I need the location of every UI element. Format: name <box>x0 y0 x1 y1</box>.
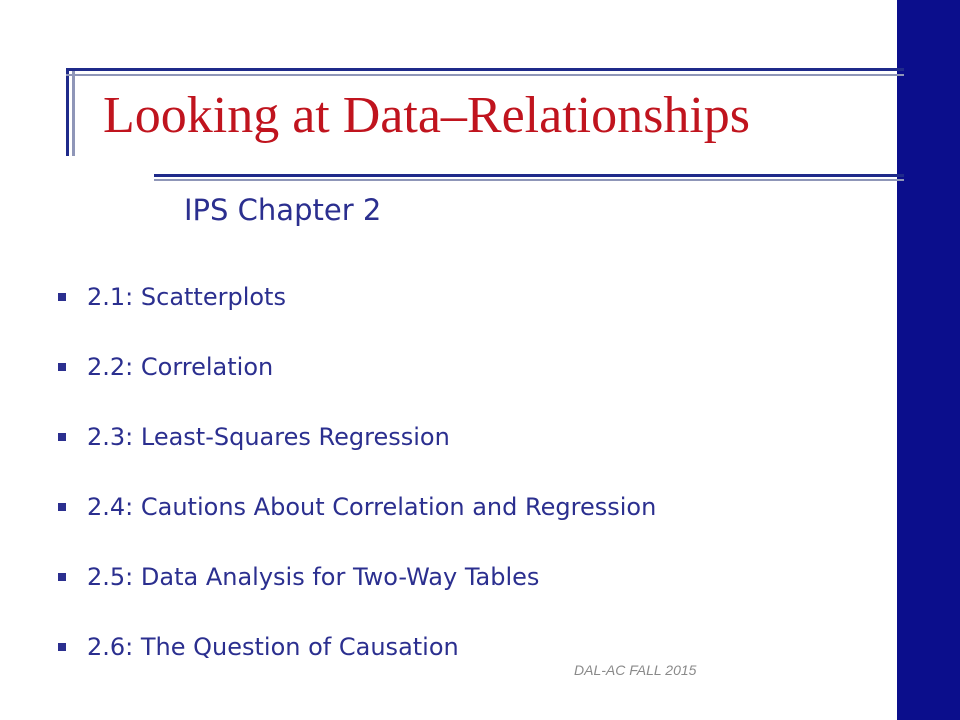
topic-label: 2.3: Least-Squares Regression <box>87 423 450 451</box>
title-frame-bottom-inner-line <box>154 179 904 181</box>
topic-item <box>58 402 656 472</box>
topic-item <box>58 542 656 612</box>
topic-item <box>58 262 656 332</box>
slide-title: Looking at Data–Relationships <box>103 87 751 144</box>
title-frame-left-line <box>66 68 69 156</box>
slide-subtitle: IPS Chapter 2 <box>184 193 382 227</box>
topic-list <box>58 262 656 682</box>
square-bullet-icon <box>58 293 66 301</box>
topic-item <box>58 332 656 402</box>
square-bullet-icon <box>58 643 66 651</box>
topic-label: 2.2: Correlation <box>87 353 274 381</box>
square-bullet-icon <box>58 433 66 441</box>
title-frame-bottom-line <box>154 174 904 177</box>
square-bullet-icon <box>58 363 66 371</box>
square-bullet-icon <box>58 573 66 581</box>
title-frame-left-inner-line <box>72 68 75 156</box>
title-frame-top-line <box>66 68 904 71</box>
topic-label: 2.4: Cautions About Correlation and Regression <box>87 493 657 521</box>
topic-item <box>58 472 656 542</box>
topic-label: 2.5: Data Analysis for Two-Way Tables <box>87 563 540 591</box>
square-bullet-icon <box>58 503 66 511</box>
topic-label: 2.6: The Question of Causation <box>87 633 459 661</box>
title-frame-top-inner-line <box>66 74 904 76</box>
slide-footer: DAL-AC FALL 2015 <box>574 662 697 678</box>
side-accent-bar <box>897 0 960 720</box>
topic-label: 2.1: Scatterplots <box>87 283 286 311</box>
topic-item <box>58 612 656 682</box>
